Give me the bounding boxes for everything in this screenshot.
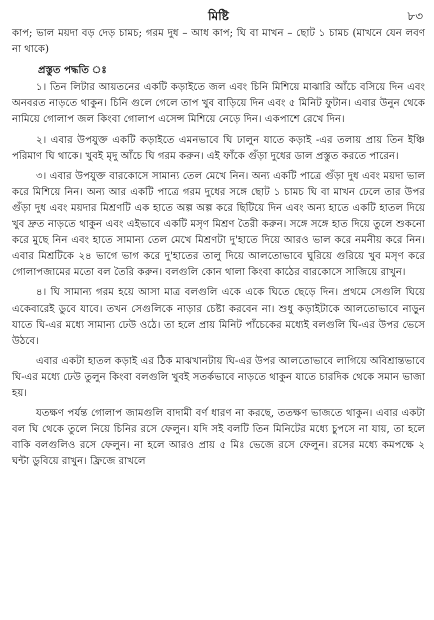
paragraph-frying: যতক্ষণ পর্যন্ত গোলাপ জামগুলি বাদামী বর্ণ ধারণ না করছে, ততক্ষণ ভাজতে থাকুন। এবার একটা বল ঘি থেকে তুলে নিয়ে চিনির রসে ফেলুন। যদি সই বলটি তিন মিনিটের মধ্যে চুপসে না যায়, তা হলে বাকি বলগুলিও রসে ফেলুন। না হলে আরও প্রায় ৫ মিঃ ভেজে রসে ফেলুন। রসের মধ্যে কমপক্ষে ২ ঘন্টা ডুবিয়ে রাখুন। ফ্রিজে রাখলে	[12, 408, 425, 468]
page-title: মিষ্টি	[208, 9, 229, 23]
paragraph-step-2: ২। এবার উপযুক্ত একটি কড়াইতে এমনভাবে ঘি ঢালুন যাতে কড়াই -এর তলায় প্রায় তিন ইঞ্চি পরিমাণ ঘি থাকে। খুবই মৃদু আঁচে ঘি গরম করুন। এই ফাঁকে গুঁড়া দুধের ডাল প্রস্তুত করতে পারেন।	[12, 134, 425, 162]
page-number: ৮৩	[407, 9, 423, 23]
document-body	[12, 26, 425, 470]
page-header	[12, 6, 425, 26]
paragraph-step-4-continued: এবার একটা হাতল কড়াই এর ঠিক মাঝখানটায় ঘি-এর উপর আলতোভাবে লাগিয়ে অবিশ্রান্তভাবে ঘি-এর মধ্যে ঢেউ তুলুন কিংবা বলগুলি খুবই সতর্কভাবে নাড়তে থাকুন যাতে চারদিক থেকে সমান ভাজা হয়।	[12, 355, 425, 399]
ingredients-text: কাপ; ভাল ময়দা বড় দেড় চামচ; গরম দুধ – আধ কাপ; ঘি বা মাখন – ছোট ১ চামচ (মাখনে যেন লবণ না থাকে)	[12, 28, 425, 56]
paragraph-step-3: ৩। এবার উপযুক্ত বারকোসে সামান্য তেল মেখে নিন। অন্য একটি পাত্রে গুঁড়া দুধ এবং ময়দা ভাল করে মিশিয়ে নিন। অন্য আর একটি পাত্রে গরম দুধের সঙ্গে ছোট ১ চামচ ঘি বা মাখন ঢেলে তার উপর গুঁড়া দুধ এবং ময়দার মিশ্রণটি এক হাতে অল্প অল্প করে ছিটিয়ে দিন এবং অন্য হাতে একটি হাতল দিয়ে খুব দ্রুত নাড়তে থাকুন এবং এইভাবে একটি মসৃণ মিশ্রণ তৈরী করুন। সঙ্গে সঙ্গে হাত দিয়ে তুলে শুকনো করে মুছে নিন এবং হাতে সামান্য তেল মেখে মিশ্রণটা দু'হাতে দিয়ে আরও ভাল করে নমনীয় করে নিন। এবার মিশ্রটিকে ২৪ ভাগে ভাগ করে দু'হাতের তালু দিয়ে আলতোভাবে ঘুরিয়ে গুরিয়ে খুব মসৃণ করে গোলাপজামের মতো বল তৈরি করুন। বলগুলি কোন থালা কিংবা কাঠের বারকোসে সাজিয়ে রাখুন।	[12, 170, 425, 279]
method-heading: প্রস্তুত পদ্ধতি ঃ	[38, 64, 107, 77]
paragraph-step-1: ১। তিন লিটার আয়তনের একটি কড়াইতে জল এবং চিনি মিশিয়ে মাঝারি আঁচে বসিয়ে দিন এবং অনবরত নাড়তে থাকুন। চিনি গুলে গেলে তাপ খুব বাড়িয়ে দিন এবং ৫ মিনিট ফুটান। এবার উনুন থেকে নামিয়ে গোলাপ জল কিংবা গোলাপ এসেন্স মিশিয়ে নেড়ে দিন। একপাশে রেখে দিন।	[12, 82, 425, 126]
paragraph-step-4: ৪। ঘি সামান্য গরম হয়ে আসা মাত্র বলগুলি একে একে ঘিতে ছেড়ে দিন। প্রথমে সেগুলি ঘিয়ে একেবারেই ডুবে যাবে। তখন সেগুলিকে নাড়ার চেষ্টা করবেন না। শুধু কড়াইটাকে আলতোভাবে নাড়ুন যাতে ঘি-এর মধ্যে সামান্য ঢেউ ওঠে। তা হলে প্রায় মিনিট পাঁচেকের মধ্যেই বলগুলি ঘি-এর উপর ভেসে উঠবে।	[12, 287, 425, 347]
